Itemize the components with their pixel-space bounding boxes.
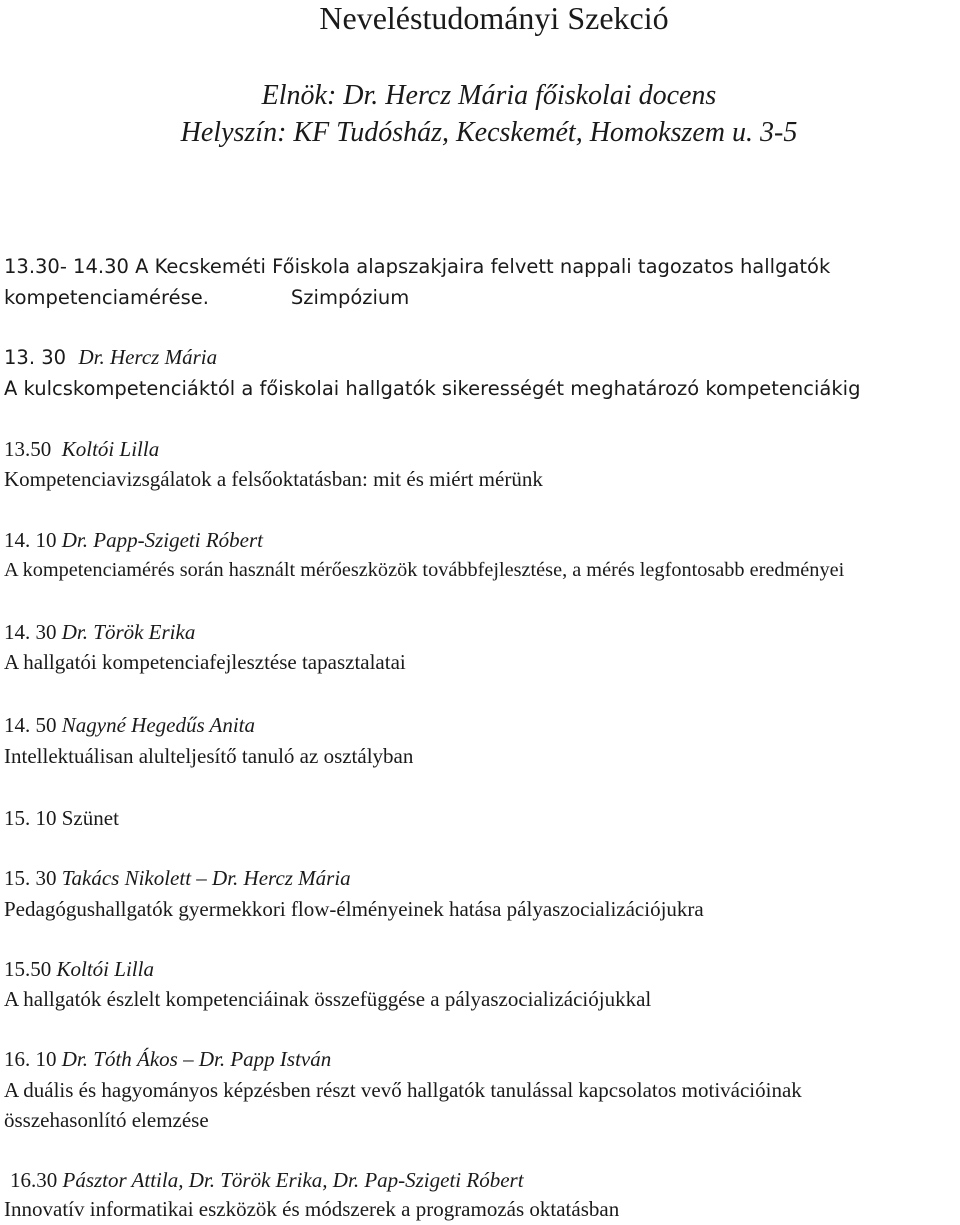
- talk-6-title: Pedagógushallgatók gyermekkori flow-élményeinek hatása pályaszocializációjukra: [4, 897, 704, 921]
- talk-3-header: [4, 527, 263, 553]
- talk-8-header: [4, 1046, 331, 1072]
- talk-4-title: A hallgatói kompetenciafejlesztése tapasztalatai: [4, 650, 406, 674]
- symposium-subject: kompetenciamérése.: [4, 286, 209, 309]
- break-line: [4, 805, 119, 831]
- talk-time: 16.30: [10, 1168, 58, 1192]
- talk-time: 14. 30: [4, 620, 57, 644]
- chair-line: Elnök: Dr. Hercz Mária főiskolai docens: [261, 80, 717, 111]
- talk-9-header: [10, 1167, 524, 1193]
- symposium-label: Szimpózium: [290, 286, 410, 309]
- break-label: Szünet: [61, 806, 119, 830]
- talk-time: 15.50: [4, 957, 52, 981]
- talk-5-title: Intellektuálisan alulteljesítő tanuló az osztályban: [4, 744, 414, 768]
- talk-9-title: Innovatív informatikai eszközök és módszerek a programozás oktatásban: [4, 1197, 620, 1221]
- talk-time: 14. 50: [4, 713, 57, 737]
- talk-3-title: A kompetenciamérés során használt mérőeszközök továbbfejlesztése, a mérés legfontosabb eredményei: [4, 559, 845, 581]
- talk-presenter: Takács Nikolett – Dr. Hercz Mária: [61, 866, 351, 890]
- talk-7-header: [4, 956, 154, 982]
- talk-time: 15. 30: [4, 866, 57, 890]
- talk-5-header: [4, 712, 255, 738]
- symposium-line-1: 13.30- 14.30 A Kecskeméti Főiskola alapszakjaira felvett nappali tagozatos hallgatók: [4, 255, 831, 278]
- talk-6-header: [4, 865, 351, 891]
- talk-1-title: A kulcskompetenciáktól a főiskolai hallgatók sikerességét meghatározó kompetenciákig: [4, 377, 861, 400]
- section-title: Neveléstudományi Szekció: [319, 0, 669, 36]
- talk-presenter: Dr. Török Erika: [61, 620, 196, 644]
- talk-presenter: Koltói Lilla: [56, 957, 154, 981]
- talk-presenter: Nagyné Hegedűs Anita: [61, 713, 255, 737]
- venue-line: Helyszín: KF Tudósház, Kecskemét, Homokszem u. 3-5: [180, 117, 798, 148]
- talk-presenter: Dr. Papp-Szigeti Róbert: [61, 528, 263, 552]
- break-time: 15. 10: [4, 806, 57, 830]
- talk-8-title: A duális és hagyományos képzésben részt vevő hallgatók tanulással kapcsolatos motivációinak: [4, 1078, 802, 1102]
- talk-presenter: Dr. Hercz Mária: [78, 345, 218, 369]
- talk-time: 14. 10: [4, 528, 57, 552]
- symposium-line-2: [4, 285, 409, 311]
- talk-1-header: [4, 344, 217, 371]
- talk-2-title: Kompetenciavizsgálatok a felsőoktatásban: mit és miért mérünk: [4, 467, 543, 491]
- talk-7-title: A hallgatók észlelt kompetenciáinak összefüggése a pályaszocializációjukkal: [4, 987, 652, 1011]
- talk-8-title-cont: összehasonlító elemzése: [4, 1108, 209, 1132]
- talk-time: 16. 10: [4, 1047, 57, 1071]
- talk-presenter: Koltói Lilla: [61, 437, 160, 461]
- talk-presenter: Pásztor Attila, Dr. Török Erika, Dr. Pap-Szigeti Róbert: [62, 1168, 524, 1192]
- talk-4-header: [4, 619, 195, 645]
- talk-presenter: Dr. Tóth Ákos – Dr. Papp István: [61, 1047, 332, 1071]
- talk-time: 13.50: [4, 437, 52, 461]
- talk-time: 13. 30: [4, 346, 67, 369]
- talk-2-header: [4, 436, 159, 462]
